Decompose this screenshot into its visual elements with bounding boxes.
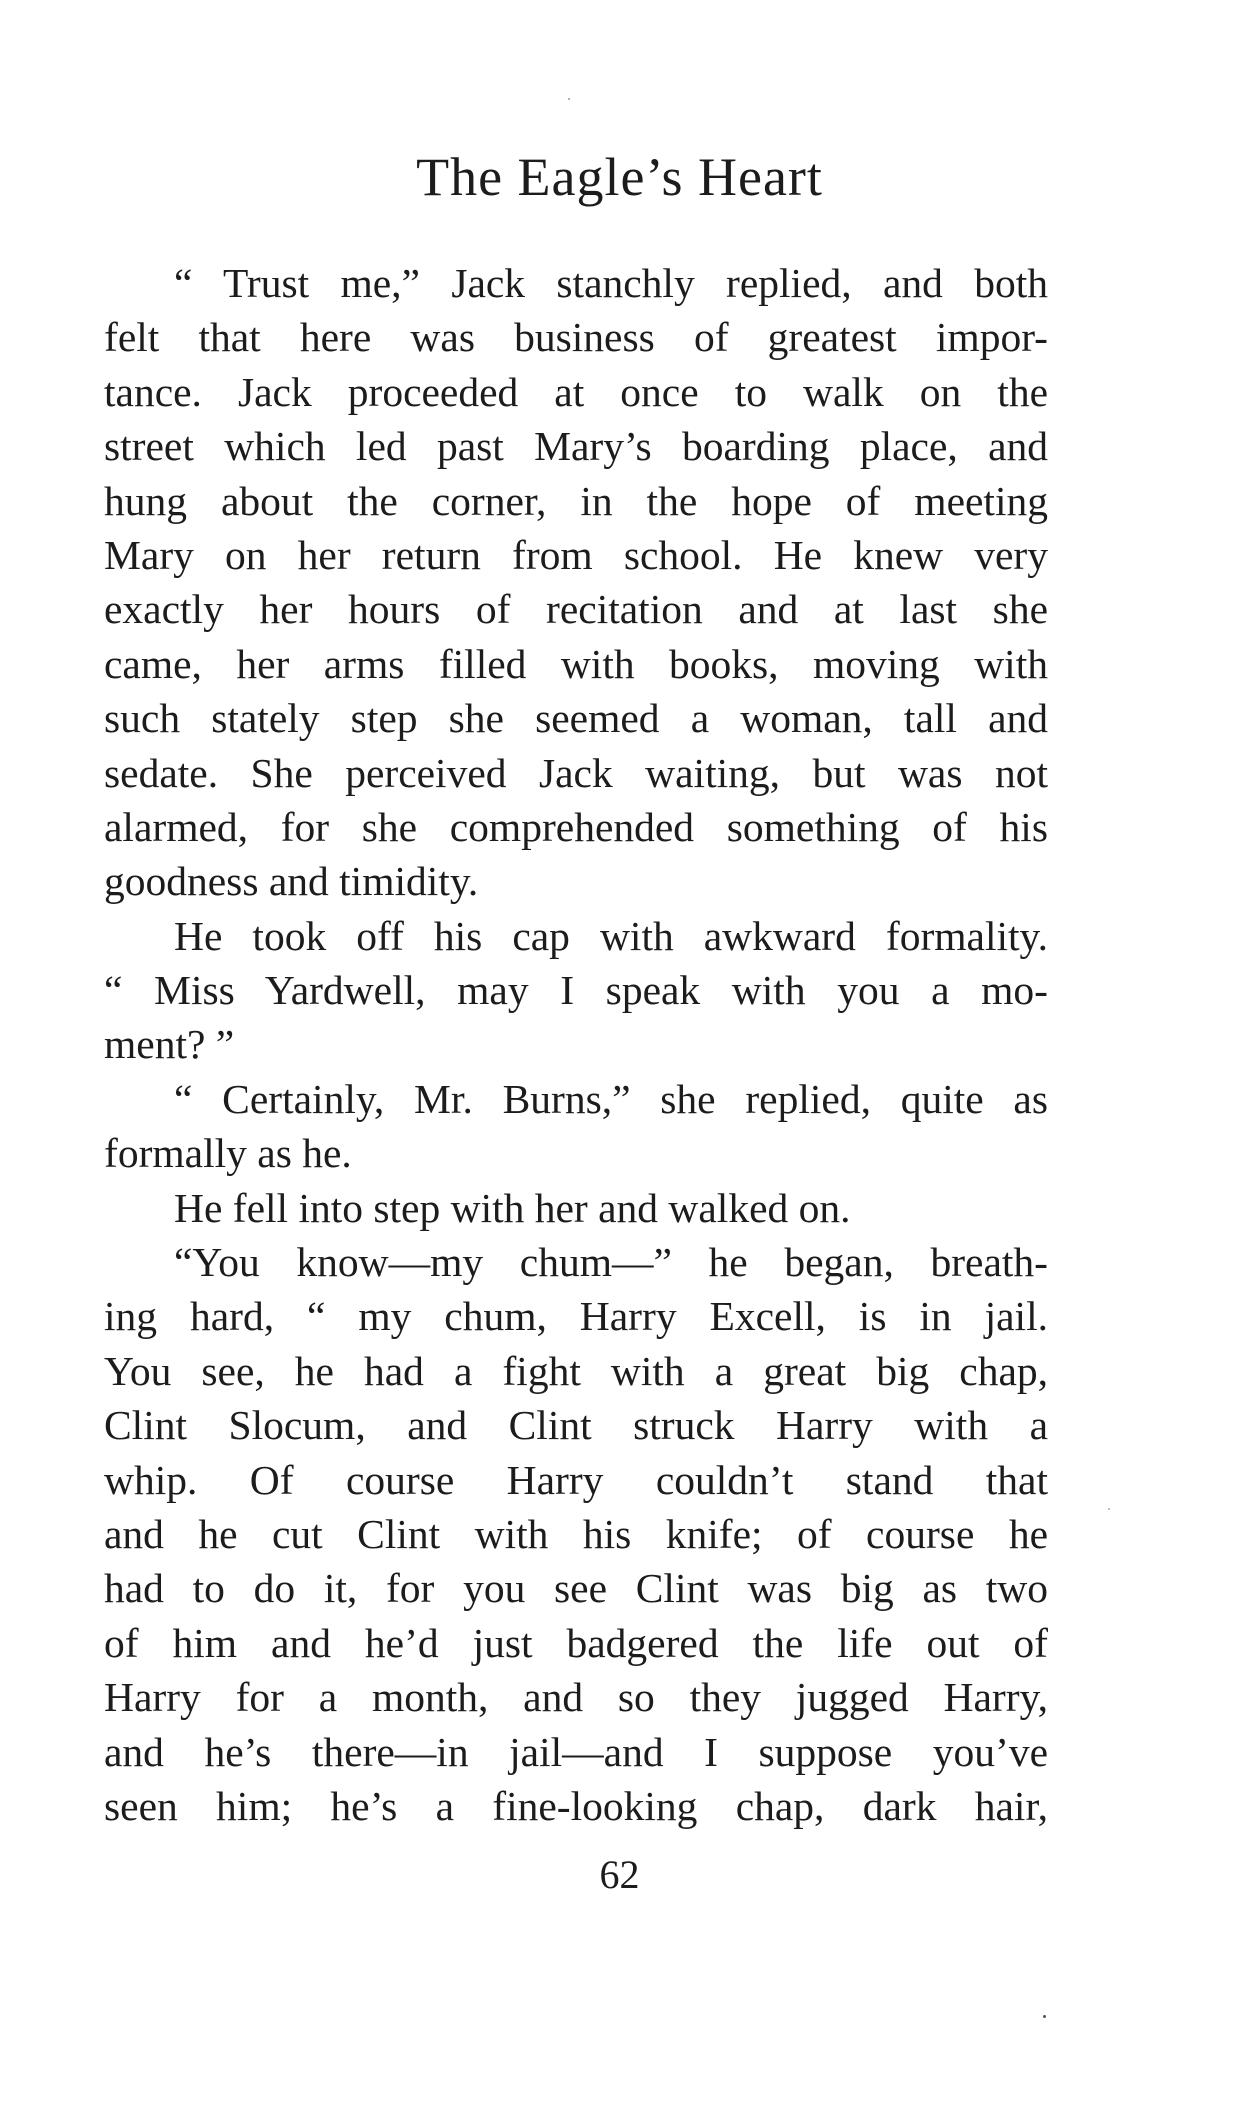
text-line: whip. Of course Harry couldn’t stand that	[104, 1456, 1048, 1503]
text-line: came, her arms filled with books, moving with	[104, 640, 1048, 687]
text-line: exactly her hours of recitation and at last she	[104, 586, 1048, 633]
text-line: ing hard, “ my chum, Harry Excell, is in jail.	[104, 1293, 1048, 1340]
text-line: seen him; he’s a fine-looking chap, dark hair,	[104, 1782, 1048, 1829]
text-line: You see, he had a fight with a great big chap,	[104, 1347, 1048, 1394]
text-line: He fell into step with her and walked on.	[174, 1184, 851, 1231]
text-line: sedate. She perceived Jack waiting, but was not	[104, 749, 1048, 796]
text-line: “You know—my chum—” he began, breath-	[174, 1239, 1048, 1286]
text-line: ment? ”	[104, 1021, 235, 1068]
text-line: Clint Slocum, and Clint struck Harry with a	[104, 1402, 1048, 1449]
text-line: and he’s there—in jail—and I suppose you’ve	[104, 1728, 1048, 1775]
text-line: goodness and timidity.	[104, 858, 479, 905]
page-number: 62	[599, 1852, 640, 1897]
paper-speck	[1043, 2015, 1046, 2018]
text-line: “ Certainly, Mr. Burns,” she replied, quite as	[174, 1075, 1048, 1122]
text-line: Mary on her return from school. He knew very	[104, 531, 1048, 578]
text-line: street which led past Mary’s boarding place, and	[104, 423, 1048, 470]
body-text	[104, 256, 1048, 1833]
running-title: The Eagle’s Heart	[416, 147, 823, 207]
text-line: had to do it, for you see Clint was big as two	[104, 1565, 1048, 1612]
text-line: felt that here was business of greatest impor-	[104, 314, 1048, 361]
text-line: “ Miss Yardwell, may I speak with you a mo-	[104, 967, 1048, 1014]
text-line: and he cut Clint with his knife; of course he	[104, 1510, 1048, 1557]
text-line: “ Trust me,” Jack stanchly replied, and both	[174, 260, 1048, 306]
text-line: Harry for a month, and so they jugged Harry,	[104, 1674, 1048, 1721]
text-line: formally as he.	[104, 1130, 352, 1177]
paper-speck	[1108, 1508, 1110, 1510]
text-line: He took off his cap with awkward formality.	[174, 912, 1048, 959]
paper-speck	[568, 98, 570, 100]
text-line: such stately step she seemed a woman, tall and	[104, 695, 1048, 742]
text-line: alarmed, for she comprehended something of his	[104, 803, 1048, 850]
text-line: tance. Jack proceeded at once to walk on the	[104, 368, 1048, 415]
text-line: of him and he’d just badgered the life out of	[104, 1619, 1048, 1666]
text-line: hung about the corner, in the hope of meeting	[104, 477, 1048, 524]
